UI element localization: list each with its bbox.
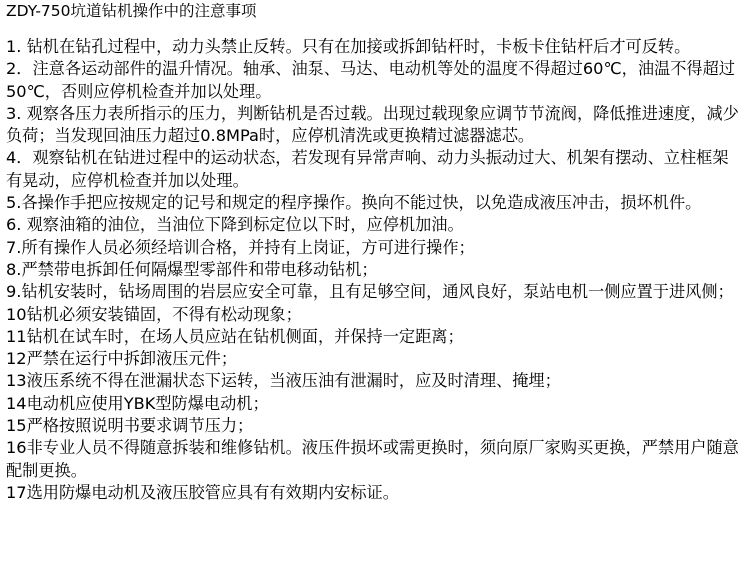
list-item: 3. 观察各压力表所指示的压力，判断钻机是否过载。出现过载现象应调节节流阀，降低推进速度，减少负荷；当发现回油压力超过0.8MPa时，应停机清洗或更换精过滤器滤芯。 — [6, 103, 739, 146]
list-item: 6. 观察油箱的油位，当油位下降到标定位以下时，应停机加油。 — [6, 215, 464, 235]
list-item: 7.所有操作人员必须经培训合格，并持有上岗证，方可进行操作； — [6, 237, 475, 257]
document-title: ZDY-750坑道钻机操作中的注意事项 — [6, 2, 257, 20]
list-item: 14电动机应使用YBK型防爆电动机； — [6, 393, 269, 413]
list-item: 16非专业人员不得随意拆装和维修钻机。液压件损坏或需更换时，须向原厂家购买更换，严禁用户随意配制更换。 — [6, 438, 739, 480]
list-item: 1. 钻机在钻孔过程中，动力头禁止反转。只有在加接或拆卸钻杆时，卡板卡住钻杆后才可反转。 — [6, 37, 691, 56]
list-item: 4．观察钻机在钻进过程中的运动状态，若发现有异常声响、动力头振动过大、机架有摆动、立柱框架有晃动，应停机检查并加以处理。 — [6, 148, 729, 190]
title-spacer — [6, 22, 740, 36]
list-item: 11钻机在试车时，在场人员应站在钻机侧面，并保持一定距离； — [6, 326, 464, 346]
list-item: 9.钻机安装时，钻场周围的岩层应安全可靠，且有足够空间，通风良好，泵站电机一侧应置于进风侧； — [6, 282, 734, 302]
precautions-list — [6, 36, 740, 504]
list-item: 8.严禁带电拆卸任何隔爆型零部件和带电移动钻机； — [6, 259, 378, 279]
list-item: 12严禁在运行中拆卸液压元件； — [6, 349, 238, 369]
list-item: 15严格按照说明书要求调节压力； — [6, 416, 254, 436]
list-item: 17选用防爆电动机及液压胶管应具有有效期内安标证。 — [6, 482, 399, 502]
list-item: 2．注意各运动部件的温升情况。轴承、油泵、马达、电动机等处的温度不得超过60℃，油温不得超过50℃，否则应停机检查并加以处理。 — [6, 59, 735, 101]
list-item: 5.各操作手把应按规定的记号和规定的程序操作。换向不能过快，以免造成液压冲击，损坏机件。 — [6, 193, 702, 213]
list-item: 10钻机必须安装锚固，不得有松动现象； — [6, 304, 302, 324]
list-item: 13液压系统不得在泄漏状态下运转，当液压油有泄漏时，应及时清理、掩埋； — [6, 371, 561, 391]
